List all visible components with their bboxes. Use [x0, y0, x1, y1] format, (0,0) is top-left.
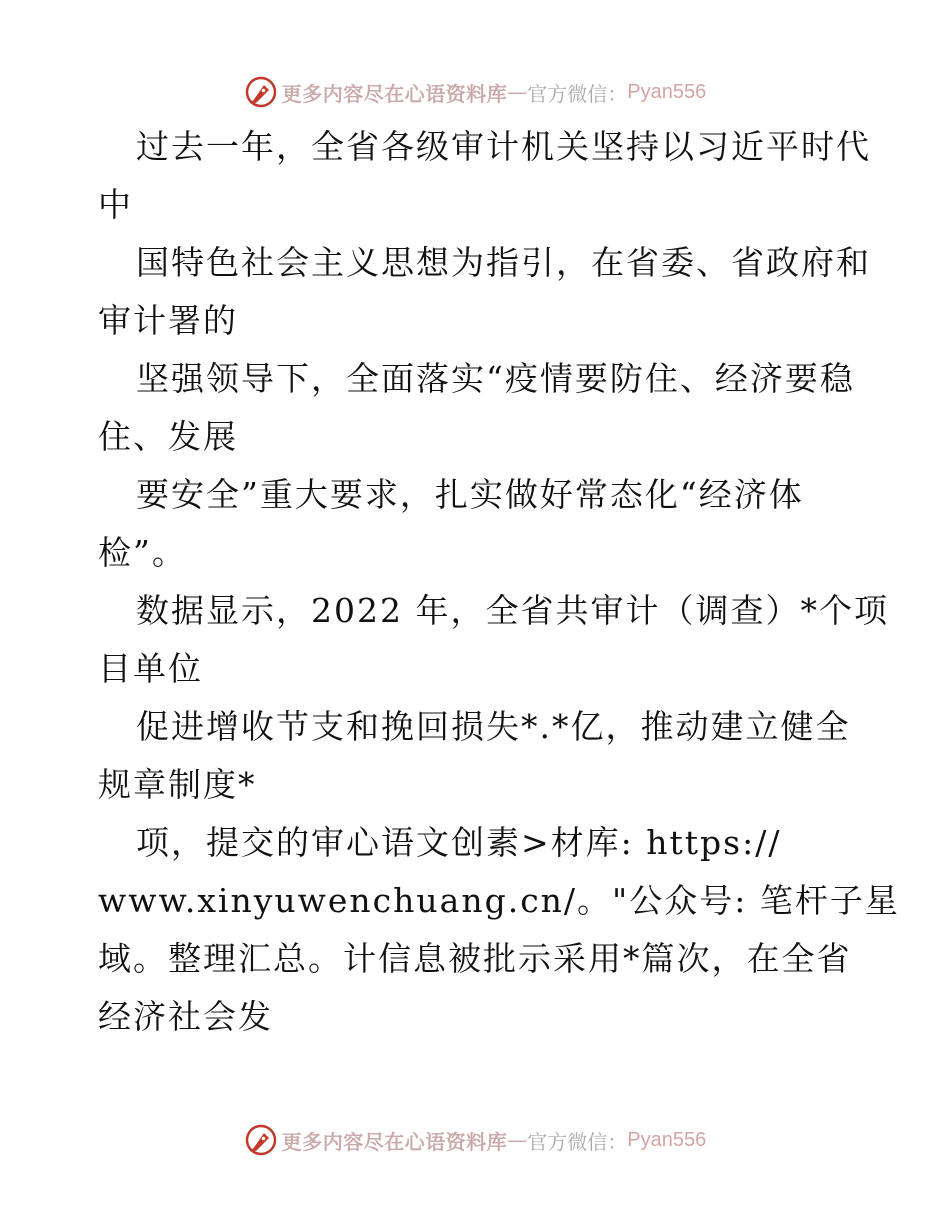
- header-watermark: [0, 72, 950, 112]
- watermark-wechat-id: Pyan556: [627, 80, 707, 103]
- watermark-label: 官方微信：: [527, 81, 628, 106]
- text-line: 促进增收节支和挽回损失*.*亿，推动建立健全: [136, 707, 851, 746]
- text-line: 规章制度*: [98, 765, 257, 804]
- footer-watermark: [0, 1120, 950, 1160]
- text-line: www.xinyuwenchuang.cn/。"公众号: 笔杆子星: [98, 881, 900, 920]
- watermark-label: 官方微信：: [527, 1129, 628, 1154]
- text-line: 审计署的: [98, 301, 238, 340]
- text-line: 坚强领导下，全面落实“疫情要防住、经济要稳: [136, 359, 855, 398]
- watermark-text: 更多内容尽在心语资料库: [281, 81, 508, 106]
- pen-nib-logo-icon: [244, 1123, 278, 1157]
- text-line: 过去一年，全省各级审计机关坚持以习近平时代: [136, 127, 871, 166]
- watermark-text: 更多内容尽在心语资料库: [281, 1129, 508, 1154]
- text-line: 经济社会发: [98, 997, 273, 1036]
- text-line: 中: [98, 185, 133, 224]
- text-line: 目单位: [98, 649, 203, 688]
- text-line: 检”。: [98, 533, 187, 572]
- text-line: 住、发展: [98, 417, 238, 456]
- text-line: 项，提交的审心语文创素>材库: https://: [136, 823, 782, 862]
- text-line: 域。整理汇总。计信息被批示采用*篇次，在全省: [98, 939, 852, 978]
- watermark-separator: —: [507, 80, 528, 104]
- watermark-wechat-id: Pyan556: [627, 1128, 707, 1151]
- document-body: [98, 118, 900, 1046]
- watermark-separator: —: [507, 1128, 528, 1152]
- text-line: 数据显示，2022 年，全省共审计（调查）*个项: [136, 591, 889, 630]
- text-line: 要安全”重大要求，扎实做好常态化“经济体: [136, 475, 804, 514]
- text-line: 国特色社会主义思想为指引，在省委、省政府和: [136, 243, 871, 282]
- pen-nib-logo-icon: [244, 75, 278, 109]
